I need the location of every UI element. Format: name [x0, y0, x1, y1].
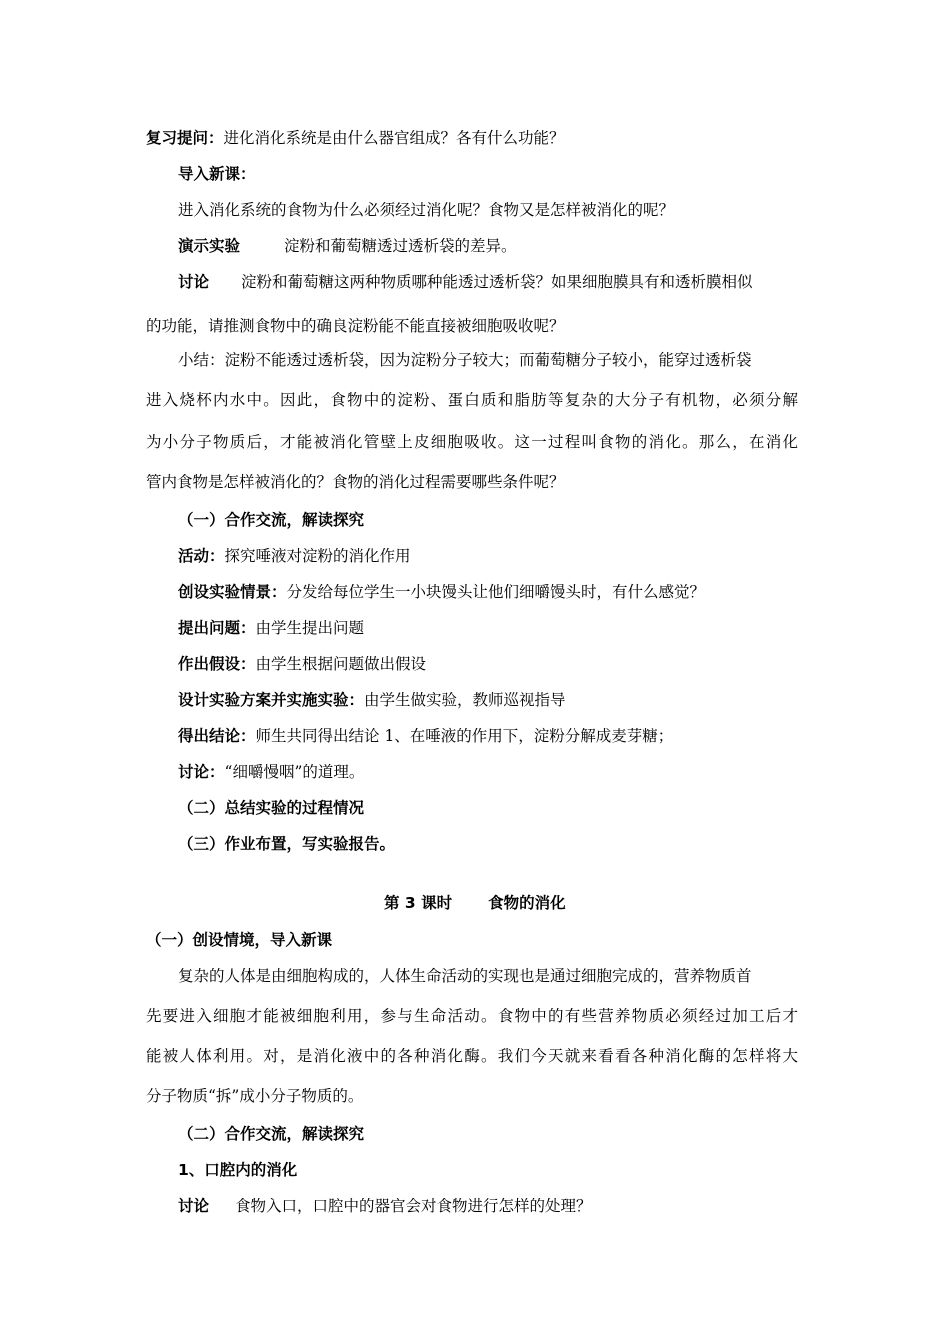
lesson3-section-2-heading: （二）合作交流，解读探究	[178, 1125, 365, 1143]
intro-text: 进入消化系统的食物为什么必须经过消化呢？食物又是怎样被消化的呢？	[178, 201, 675, 219]
question-text: 由学生提出问题	[255, 619, 365, 637]
activity-text: 探究唾液对淀粉的消化作用	[224, 547, 411, 565]
discussion-2	[178, 762, 364, 782]
discussion-1	[178, 272, 753, 292]
design-label: 设计实验方案并实施实验：	[178, 691, 365, 709]
lesson-3-topic: 食物的消化	[488, 894, 566, 912]
discussion-2-text: “细嚼慢咽”的道理。	[224, 763, 365, 781]
lesson3-discussion-text: 食物入口，口腔中的器官会对食物进行怎样的处理？	[235, 1197, 592, 1215]
question-label: 提出问题：	[178, 619, 256, 637]
lesson3-section-1-heading: （一）创设情境，导入新课	[146, 931, 333, 949]
discussion-1-label: 讨论	[178, 273, 210, 291]
demo-experiment	[178, 236, 517, 256]
intro-label: 导入新课：	[178, 165, 256, 183]
conclusion-text: 师生共同得出结论 1、在唾液的作用下，淀粉分解成麦芽糖；	[255, 727, 674, 745]
design-text: 由学生做实验，教师巡视指导	[364, 691, 566, 709]
oral-digestion-heading: 1、口腔内的消化	[178, 1161, 298, 1179]
scenario-text: 分发给每位学生一小块馒头让他们细嚼馒头时，有什么感觉？	[286, 583, 706, 601]
lesson3-para-line1: 复杂的人体是由细胞构成的，人体生命活动的实现也是通过细胞完成的，营养物质首	[178, 967, 752, 985]
discussion-1-line2: 的功能，请推测食物中的确良淀粉能不能直接被细胞吸收呢？	[146, 317, 565, 335]
summary-line3: 为小分子物质后，才能被消化管壁上皮细胞吸收。这一过程叫食物的消化。那么，在消化	[146, 433, 798, 451]
conclusion-label: 得出结论：	[178, 727, 256, 745]
lesson3-discussion-label: 讨论	[178, 1197, 210, 1215]
section-1-heading: （一）合作交流，解读探究	[178, 511, 365, 529]
lesson3-para-line4: 分子物质“拆”成小分子物质的。	[146, 1087, 364, 1105]
discussion-1-line1: 淀粉和葡萄糖这两种物质哪种能透过透析袋？如果细胞膜具有和透析膜相似	[241, 273, 753, 291]
lesson3-discussion	[178, 1196, 592, 1216]
review-label: 复习提问：	[146, 129, 224, 147]
lesson3-para-line3: 能被人体利用。对，是消化液中的各种消化酶。我们今天就来看看各种消化酶的怎样将大	[146, 1047, 798, 1065]
hypothesis-label: 作出假设：	[178, 655, 256, 673]
review-text: 进化消化系统是由什么器官组成？各有什么功能？	[223, 129, 565, 147]
activity-label: 活动：	[178, 547, 225, 565]
lesson-3-title	[384, 893, 566, 913]
summary-line4: 管内食物是怎样被消化的？食物的消化过程需要哪些条件呢？	[146, 473, 565, 491]
section-2-heading: （二）总结实验的过程情况	[178, 799, 365, 817]
discussion-2-label: 讨论：	[178, 763, 225, 781]
demo-text: 淀粉和葡萄糖透过透析袋的差异。	[284, 237, 517, 255]
hypothesis	[178, 654, 426, 674]
section-3-heading: （三）作业布置，写实验报告。	[178, 835, 396, 853]
demo-label: 演示实验	[178, 237, 241, 255]
raise-question	[178, 618, 364, 638]
activity	[178, 546, 411, 566]
experiment-design	[178, 690, 566, 710]
intro-heading	[178, 164, 256, 184]
summary-line2: 进入烧杯内水中。因此，食物中的淀粉、蛋白质和脂肪等复杂的大分子有机物，必须分解	[146, 391, 798, 409]
hypothesis-text: 由学生根据问题做出假设	[255, 655, 427, 673]
lesson-3-label: 第 3 课时	[384, 894, 453, 912]
scenario	[178, 582, 705, 602]
summary-line1: 小结：淀粉不能透过透析袋，因为淀粉分子较大；而葡萄糖分子较小，能穿过透析袋	[178, 351, 752, 369]
conclusion	[178, 726, 673, 746]
review-question	[146, 128, 565, 148]
scenario-label: 创设实验情景：	[178, 583, 287, 601]
lesson3-para-line2: 先要进入细胞才能被细胞利用，参与生命活动。食物中的有些营养物质必须经过加工后才	[146, 1007, 798, 1025]
